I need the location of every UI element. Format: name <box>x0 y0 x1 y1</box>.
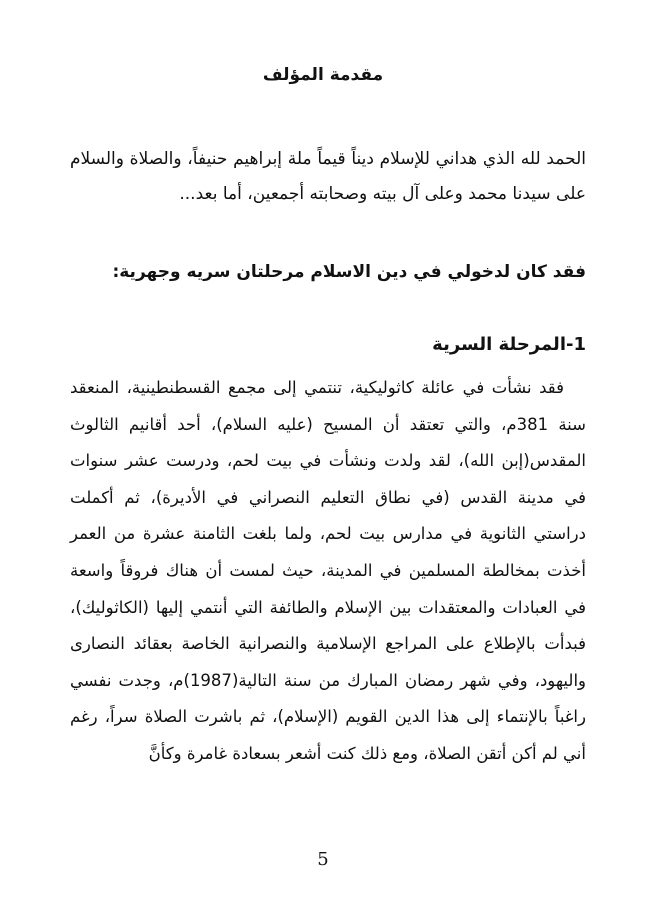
page-number: 5 <box>317 849 329 870</box>
body-paragraph: فقد نشأت في عائلة كاثوليكية، تنتمي إلى مجمع القسطنطينية، المنعقد سنة 381م، والتي تعتقد أن المسيح (عليه السلام)، أحد أقانيم الثالوث المقدس(إبن الله)، لقد ولدت ونشأت في بيت لحم، ودرست عشر سنوات في مدينة القدس (في نطاق التعليم النصراني في الأديرة)، ثم أكملت دراستي الثانوية في مدارس بيت لحم، ولما بلغت الثامنة عشرة من العمر أخذت بمخالطة المسلمين في المدينة، حيث لمست أن هناك فروقاً واسعة في العبادات والمعتقدات بين الإسلام والطائفة التي أنتمي إليها (الكاثوليك)، فبدأت بالإطلاع على المراجع الإسلامية والنصرانية الخاصة بعقائد النصارى واليهود، وفي شهر رمضان المبارك من سنة التالية(1987)م، وجدت نفسي راغباً بالإنتماء إلى هذا الدين القويم (الإسلام)، ثم باشرت الصلاة سراً، رغم أني لم أكن أتقن الصلاة، ومع ذلك كنت أشعر بسعادة غامرة وكأنَّ <box>70 378 586 763</box>
subheading: فقد كان لدخولي في دين الاسلام مرحلتان سريه وجهرية: <box>112 262 586 282</box>
intro-paragraph: الحمد لله الذي هداني للإسلام ديناً قيماً ملة إبراهيم حنيفاً، والصلاة والسلام على سيدنا محمد وعلى آل بيته وصحابته أجمعين، أما بعد... <box>70 149 586 204</box>
page-title: مقدمة المؤلف <box>262 65 384 85</box>
section-heading: 1-المرحلة السرية <box>432 334 586 355</box>
